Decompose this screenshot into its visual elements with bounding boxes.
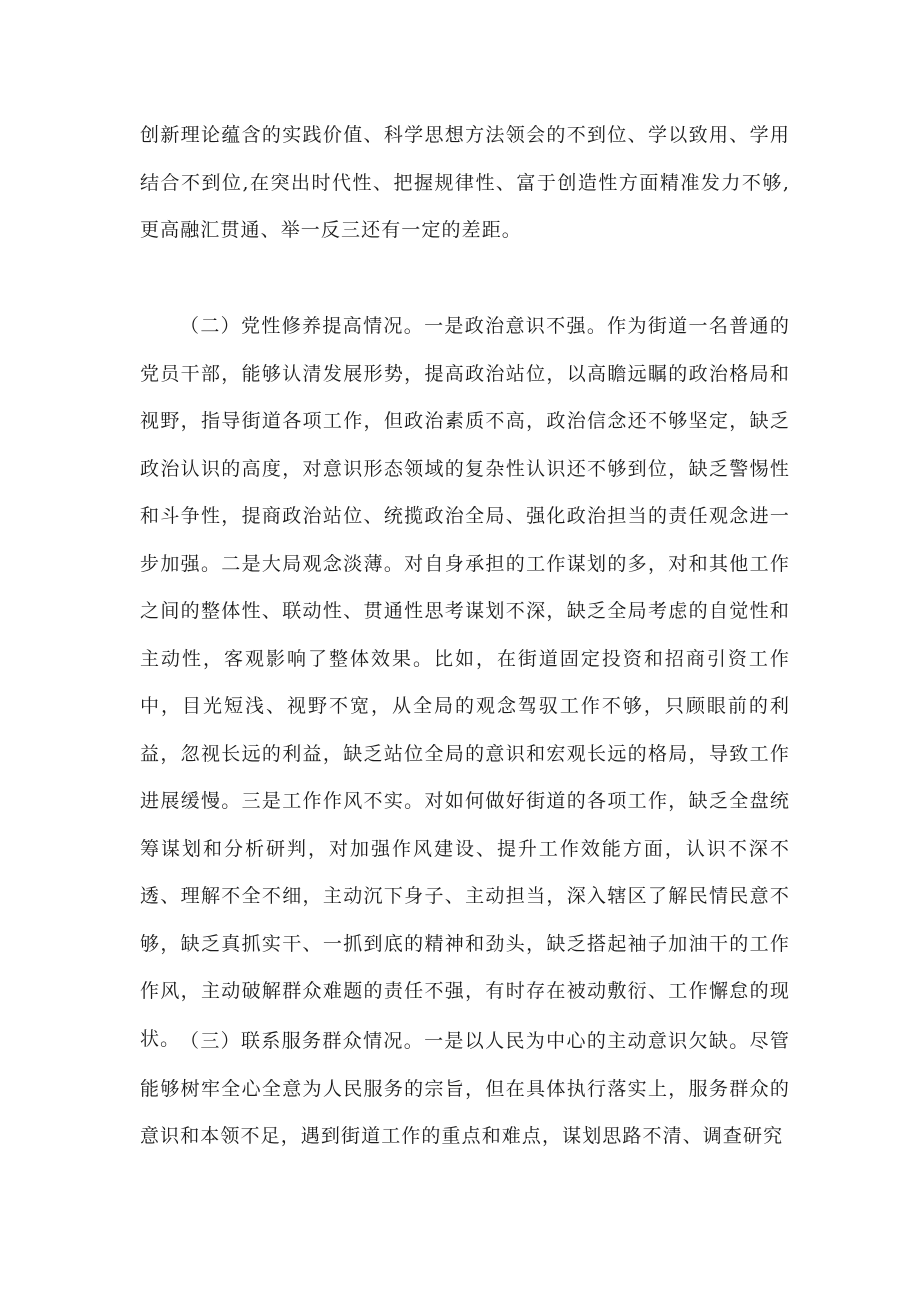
paragraph-continuation: 创新理论蕴含的实践价值、科学思想方法领会的不到位、学以致用、学用结合不到位,在突出时代性、把握规律性、富于创造性方面精准发力不够,更高融汇贯通、举一反三还有一定的差距。 bbox=[140, 124, 790, 241]
paragraph-serving-masses-section: （三）联系服务群众情况。一是以人民为中心的主动意识欠缺。尽管能够树牢全心全意为人民服务的宗旨，但在具体执行落实上，服务群众的意识和本领不足，遇到街道工作的重点和难点，谋划思路不清、调查研究 bbox=[140, 1030, 790, 1147]
paragraph-party-spirit-section: （二）党性修养提高情况。一是政治意识不强。作为街道一名普通的党员干部，能够认清发展形势，提高政治站位，以高瞻远瞩的政治格局和视野，指导街道各项工作，但政治素质不高，政治信念还不够坚定，缺乏政治认识的高度，对意识形态领域的复杂性认识还不够到位，缺乏警惕性和斗争性，提商政治站位、统揽政治全局、强化政治担当的责任观念进一步加强。二是大局观念淡薄。对自身承担的工作谋划的多，对和其他工作之间的整体性、联动性、贯通性思考谋划不深，缺乏全局考虑的自觉性和主动性，客观影响了整体效果。比如，在街道固定投资和招商引资工作中，目光短浅、视野不宽，从全局的观念驾驭工作不够，只顾眼前的利益，忽视长远的利益，缺乏站位全局的意识和宏观长远的格局，导致工作进展缓慢。三是工作作风不实。对如何做好街道的各项工作，缺乏全盘统筹谋划和分析研判，对加强作风建设、提升工作效能方面，认识不深不透、理解不全不细，主动沉下身子、主动担当，深入辖区了解民情民意不够，缺乏真抓实干、一抓到底的精神和劲头，缺乏搭起袖子加油干的工作作风，主动破解群众难题的责任不强，有时存在被动敷衍、工作懈怠的现状。 bbox=[140, 315, 790, 1050]
